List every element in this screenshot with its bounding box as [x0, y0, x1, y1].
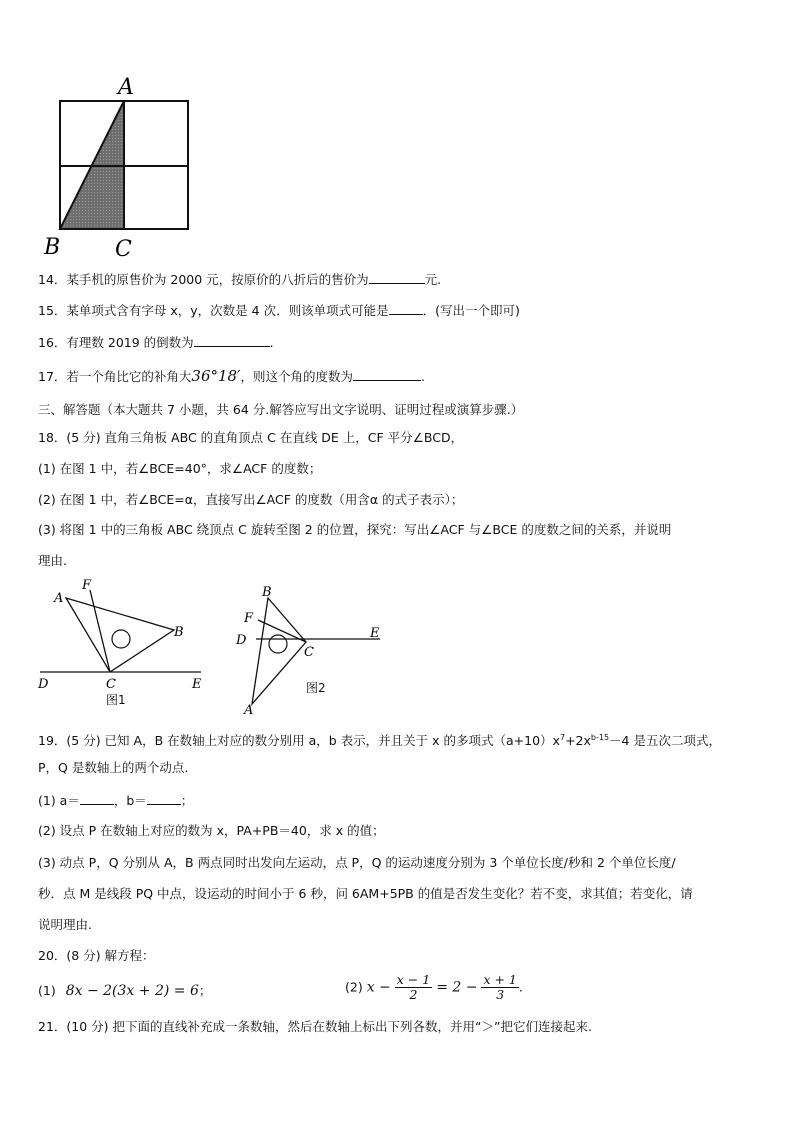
fig1-label-A: A: [54, 591, 64, 606]
label-C: C: [115, 237, 132, 262]
q16-text: 16．有理数 2019 的倒数为: [38, 335, 194, 350]
question-14: [38, 271, 441, 288]
triangle-hole: [112, 630, 130, 648]
q19-p1-b: ，b＝: [113, 793, 147, 808]
q19-part-3-end: 说明理由.: [38, 917, 92, 932]
fraction-1-numerator: x − 1: [396, 972, 431, 987]
section-3-title: 三、解答题: [38, 402, 101, 417]
q17-text: 17．若一个角比它的补角大: [38, 369, 192, 384]
q19-exp-2: b-15: [590, 733, 610, 742]
q18-part-3: (3) 将图 1 中的三角板 ABC 绕顶点 C 旋转至图 2 的位置，探究：写出∠ACF 与∠BCE 的度数之间的关系，并说明: [38, 522, 672, 537]
q20-stem: 20．(8 分) 解方程：: [38, 948, 155, 963]
q18-stem: 18．(5 分) 直角三角板 ABC 的直角顶点 C 在直线 DE 上，CF 平分∠BCD，: [38, 430, 464, 445]
triangle-ABC: [252, 598, 306, 704]
fraction-1-denominator: 2: [409, 987, 418, 1002]
q17-angle: 36°18′: [191, 367, 241, 385]
q19-stem: [38, 730, 721, 749]
q14-text: 14．某手机的原售价为 2000 元，按原价的八折后的售价为: [38, 272, 369, 287]
q19-part-2: (2) 设点 P 在数轴上对应的数为 x，PA+PB＝40，求 x 的值；: [38, 823, 385, 838]
q19-part-3-cont: 秒．点 M 是线段 PQ 中点，设运动的时间小于 6 秒，问 6AM+5PB 的值是否发生变化？若不变，求其值；若变化，请: [38, 886, 693, 901]
q17-text-end: .: [421, 369, 426, 384]
fraction-2-denominator: 3: [496, 987, 505, 1002]
q20-p2-end: .: [518, 979, 523, 995]
q18-part-3-cont: 理由.: [38, 553, 67, 568]
label-B: B: [44, 235, 61, 260]
q16-text-end: .: [269, 335, 274, 350]
question-15: [38, 302, 520, 319]
q17-text-mid: ，则这个角的度数为: [240, 369, 354, 384]
fig1-label-C: C: [106, 677, 116, 692]
q19-stem-c: －4 是五次二项式，: [609, 733, 721, 749]
q20-p1-label: (1): [38, 983, 56, 998]
fraction-2-numerator: x + 1: [483, 972, 517, 987]
q19-a-blank[interactable]: [80, 792, 114, 805]
q19-b-blank[interactable]: [147, 792, 181, 805]
q18-part-2: (2) 在图 1 中，若∠BCE=α，直接写出∠ACF 的度数（用含α 的式子表示）；: [38, 492, 464, 507]
fig2-label-E: E: [370, 626, 380, 641]
triangle-hole: [269, 635, 287, 653]
fig2-label-A: A: [244, 703, 254, 718]
ray-CF: [90, 590, 110, 672]
fig1-label-E: E: [192, 677, 202, 692]
q19-p1-c: ；: [180, 793, 194, 808]
q20-p2-lhs: x −: [366, 979, 391, 996]
label-A: A: [118, 75, 134, 100]
q20-p2-fraction-1: [395, 973, 432, 1002]
question-17: [38, 368, 425, 385]
q18-part-1: (1) 在图 1 中，若∠BCE=40°，求∠ACF 的度数；: [38, 461, 322, 476]
fig1-caption: 图1: [106, 693, 126, 707]
q19-exp-1: 7: [559, 733, 566, 742]
figure-1: [36, 576, 216, 710]
q14-text-end: 元.: [424, 272, 442, 287]
q15-text-end: ．(写出一个即可): [422, 303, 520, 318]
q17-answer-blank[interactable]: [353, 368, 421, 381]
triangle-ABC: [66, 598, 174, 672]
fig1-label-B: B: [174, 625, 184, 640]
q20-part-1: [38, 983, 211, 999]
figure-triangle-grid: [40, 72, 210, 262]
q19-p1-a: (1) a＝: [38, 793, 80, 808]
fig2-label-F: F: [244, 611, 254, 626]
q16-answer-blank[interactable]: [194, 334, 270, 347]
q15-answer-blank[interactable]: [389, 302, 423, 315]
q20-p2-mid: = 2 −: [436, 979, 478, 996]
q19-stem-a: 19．(5 分) 已知 A，B 在数轴上对应的数分别用 a，b 表示，并且关于 x 的多项式（a+10）x: [38, 733, 560, 749]
fig1-label-D: D: [38, 677, 49, 692]
question-16: [38, 334, 274, 351]
q20-p1-equation: 8x − 2(3x + 2) = 6: [65, 983, 199, 999]
q20-p1-end: ；: [198, 983, 212, 998]
q19-part-3: (3) 动点 P，Q 分别从 A，B 两点同时出发向左运动，点 P，Q 的运动速度分别为 3 个单位长度/秒和 2 个单位长度/: [38, 855, 676, 870]
q19-stem-2: P，Q 是数轴上的两个动点.: [38, 760, 189, 775]
q20-p2-label: (2): [345, 979, 363, 995]
q20-p2-fraction-2: [481, 973, 518, 1002]
fig1-label-F: F: [82, 578, 92, 593]
fig2-caption: 图2: [306, 681, 326, 695]
q14-answer-blank[interactable]: [369, 271, 425, 284]
q19-stem-b: +2x: [565, 733, 591, 749]
section-3-heading: [38, 402, 523, 418]
section-3-note: （本大题共 7 小题，共 64 分.解答应写出文字说明、证明过程或演算步骤.）: [100, 402, 524, 417]
q15-text: 15．某单项式含有字母 x，y，次数是 4 次．则该单项式可能是: [38, 303, 389, 318]
q20-part-2: [345, 972, 523, 1003]
fig2-label-C: C: [304, 645, 314, 660]
q21-stem: 21．(10 分) 把下面的直线补充成一条数轴，然后在数轴上标出下列各数，并用“＞”把它们连接起来.: [38, 1019, 592, 1034]
fig2-label-D: D: [236, 633, 247, 648]
figure-2: [230, 582, 390, 718]
q19-part-1: [38, 792, 193, 809]
fig2-label-B: B: [262, 585, 272, 600]
